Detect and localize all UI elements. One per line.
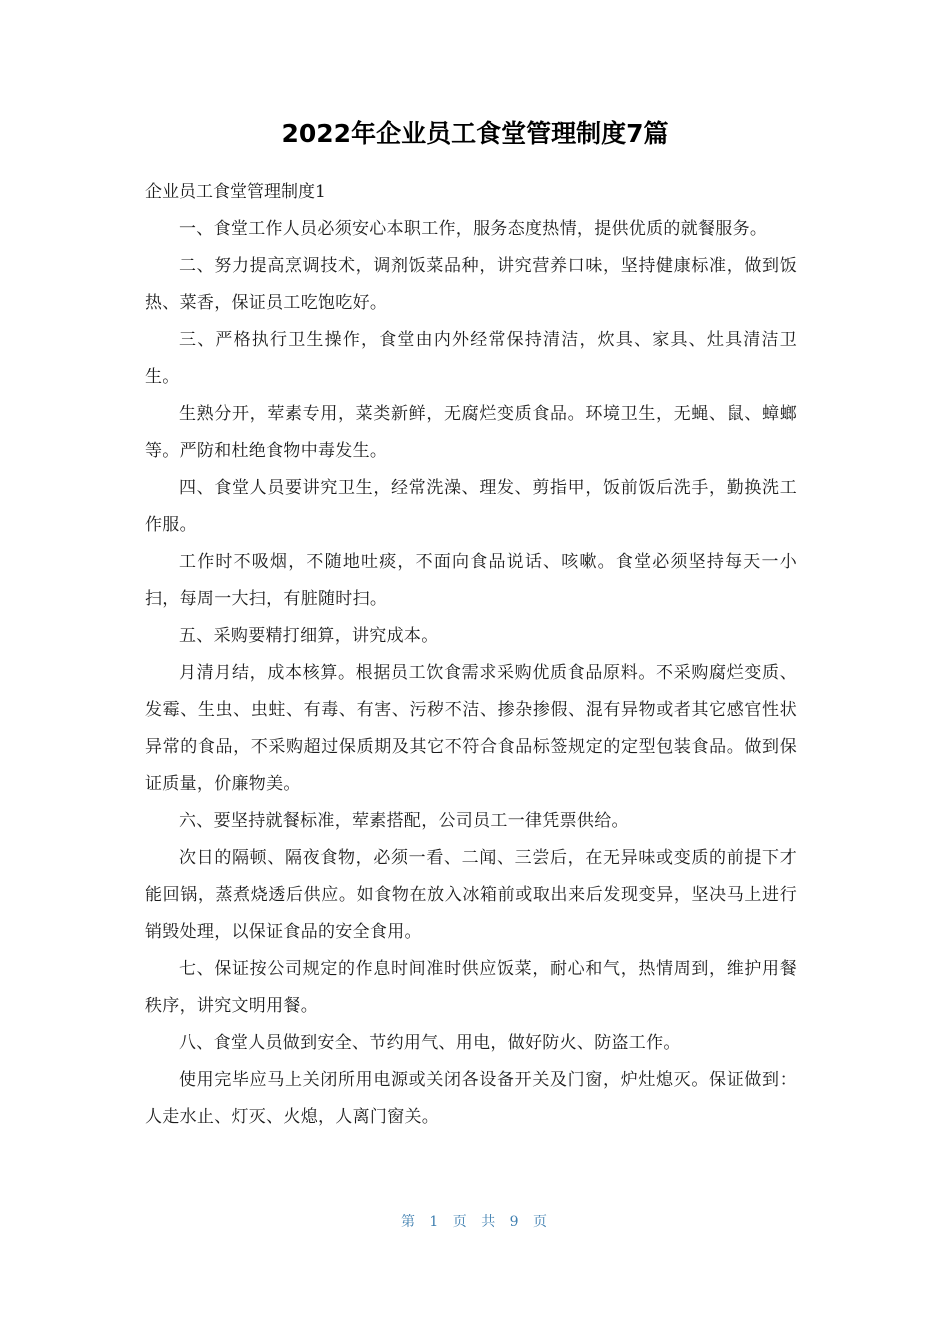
paragraph: 八、食堂人员做到安全、节约用气、用电，做好防火、防盗工作。 (179, 1033, 681, 1053)
section-heading: 企业员工食堂管理制度1 (145, 182, 326, 202)
document-body (145, 174, 797, 1136)
paragraph: 五、采购要精打细算，讲究成本。 (179, 626, 439, 646)
paragraph: 四、食堂人员要讲究卫生，经常洗澡、理发、剪指甲，饭前饭后洗手，勤换洗工作服。 (145, 478, 797, 535)
paragraph: 次日的隔顿、隔夜食物，必须一看、二闻、三尝后，在无异味或变质的前提下才能回锅，蒸煮烧透后供应。如食物在放入冰箱前或取出来后发现变异，坚决马上进行销毁处理，以保证食品的安全食用。 (145, 848, 797, 942)
paragraph: 月清月结，成本核算。根据员工饮食需求采购优质食品原料。不采购腐烂变质、发霉、生虫、虫蛀、有毒、有害、污秽不洁、掺杂掺假、混有异物或者其它感官性状异常的食品，不采购超过保质期及其它不符合食品标签规定的定型包装食品。做到保证质量，价廉物美。 (145, 663, 797, 794)
page-number-footer: 第 1 页 共 9 页 (400, 1214, 550, 1230)
document-title: 2022年企业员工食堂管理制度7篇 (281, 119, 669, 148)
paragraph: 七、保证按公司规定的作息时间准时供应饭菜，耐心和气，热情周到，维护用餐秩序，讲究文明用餐。 (145, 959, 797, 1016)
paragraph: 六、要坚持就餐标准，荤素搭配，公司员工一律凭票供给。 (179, 811, 629, 831)
paragraph: 工作时不吸烟，不随地吐痰，不面向食品说话、咳嗽。食堂必须坚持每天一小扫，每周一大扫，有脏随时扫。 (145, 552, 797, 609)
paragraph: 一、食堂工作人员必须安心本职工作，服务态度热情，提供优质的就餐服务。 (179, 219, 768, 239)
paragraph: 生熟分开，荤素专用，菜类新鲜，无腐烂变质食品。环境卫生，无蝇、鼠、蟑螂等。严防和杜绝食物中毒发生。 (145, 404, 797, 461)
paragraph: 二、努力提高烹调技术，调剂饭菜品种，讲究营养口味，坚持健康标准，做到饭热、菜香，保证员工吃饱吃好。 (145, 256, 797, 313)
paragraph: 三、严格执行卫生操作，食堂由内外经常保持清洁，炊具、家具、灶具清洁卫生。 (145, 330, 797, 387)
paragraph: 使用完毕应马上关闭所用电源或关闭各设备开关及门窗，炉灶熄灭。保证做到：人走水止、灯灭、火熄，人离门窗关。 (145, 1070, 797, 1127)
